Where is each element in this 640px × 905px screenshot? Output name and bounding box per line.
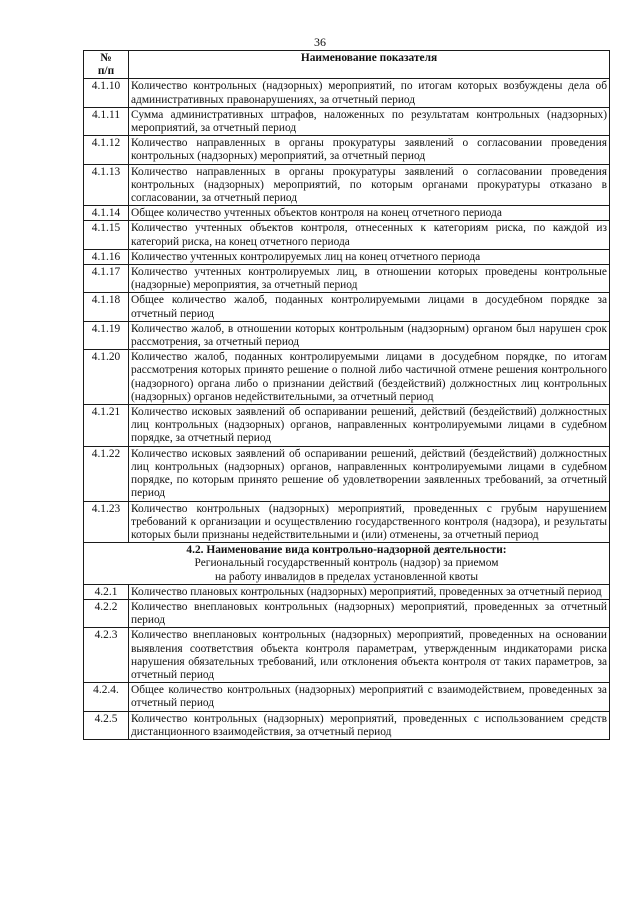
section-subtitle-line2: на работу инвалидов в пределах установленной квоты	[214, 570, 479, 583]
row-number: 4.1.14	[84, 206, 129, 221]
indicator-name: Количество контрольных (надзорных) мероприятий, проведенных с грубым нарушением требований к организации и осуществлению государственного контроля (надзора), и результаты которых были признаны недействительными и (или) отменены, за отчетный период	[129, 501, 610, 543]
indicator-name: Количество контрольных (надзорных) мероприятий, по итогам которых возбуждены дела об административных правонарушениях, за отчетный период	[129, 79, 610, 107]
row-number: 4.1.10	[84, 79, 129, 107]
indicator-name: Количество исковых заявлений об оспаривании решений, действий (бездействий) должностных лиц контрольных (надзорных) органов, направленных контролируемыми лицами в судебном порядке, по которым принято решение об удовлетворении заявленных требований, за отчетный период	[129, 446, 610, 501]
indicator-name: Сумма административных штрафов, наложенных по результатам контрольных (надзорных) мероприятий, за отчетный период	[129, 107, 610, 135]
number-header-line1: №	[100, 52, 112, 64]
table-body-part2	[84, 584, 610, 739]
section-title: 4.2. Наименование вида контрольно-надзорной деятельности:	[186, 544, 507, 557]
indicator-name: Общее количество жалоб, поданных контролируемыми лицами в досудебном порядке за отчетный период	[129, 293, 610, 321]
indicator-name: Количество учтенных контролируемых лиц, в отношении которых проведены контрольные (надзорные) мероприятия, за отчетный период	[129, 265, 610, 293]
table-row	[84, 683, 610, 711]
row-number: 4.1.15	[84, 221, 129, 249]
table-row	[84, 249, 610, 264]
indicator-name: Количество внеплановых контрольных (надзорных) мероприятий, проведенных за отчетный период	[129, 599, 610, 627]
row-number: 4.1.12	[84, 136, 129, 164]
row-number: 4.1.18	[84, 293, 129, 321]
indicator-name: Количество направленных в органы прокуратуры заявлений о согласовании проведения контрольных (надзорных) мероприятий, по которым органами прокуратуры отказано в согласовании, за отчетный период	[129, 164, 610, 206]
row-number: 4.1.16	[84, 249, 129, 264]
indicator-name: Общее количество контрольных (надзорных) мероприятий с взаимодействием, проведенных за отчетный период	[129, 683, 610, 711]
table-row	[84, 321, 610, 349]
row-number: 4.1.21	[84, 405, 129, 447]
section-block	[84, 543, 610, 585]
indicator-name: Общее количество учтенных объектов контроля на конец отчетного периода	[129, 206, 610, 221]
section-subtitle-line1: Региональный государственный контроль (надзор) за приемом	[194, 557, 499, 570]
table-row	[84, 293, 610, 321]
row-number: 4.2.3	[84, 628, 129, 683]
row-number: 4.1.11	[84, 107, 129, 135]
indicator-name: Количество контрольных (надзорных) мероприятий, проведенных с использованием средств дистанционного взаимодействия, за отчетный период	[129, 711, 610, 739]
table-row	[84, 446, 610, 501]
indicator-name: Количество учтенных объектов контроля, отнесенных к категориям риска, по каждой из категорий риска, на конец отчетного периода	[129, 221, 610, 249]
table-header-row	[84, 51, 610, 79]
table-row	[84, 136, 610, 164]
row-number: 4.1.23	[84, 501, 129, 543]
table-row	[84, 164, 610, 206]
indicator-name: Количество жалоб, поданных контролируемыми лицами в досудебном порядке, по итогам рассмотрения которых принято решение о полной либо частичной отмене решения контрольного (надзорного) органа либо о признании действий (бездействий) должностных лиц контрольных (надзорных) органов недействительными, за отчетный период	[129, 350, 610, 405]
table-row	[84, 265, 610, 293]
section-row	[84, 543, 610, 585]
table-row	[84, 501, 610, 543]
row-number: 4.2.2	[84, 599, 129, 627]
number-column-header	[84, 51, 129, 79]
section-cell	[84, 543, 610, 585]
row-number: 4.1.20	[84, 350, 129, 405]
table-row	[84, 711, 610, 739]
table-row	[84, 405, 610, 447]
table-body-part1	[84, 79, 610, 543]
indicator-name: Количество внеплановых контрольных (надзорных) мероприятий, проведенных на основании выявления соответствия объекта контроля параметрам, утвержденным индикаторами риска нарушения обязательных требований, или отклонения объекта контроля от таких параметров, за отчетный период	[129, 628, 610, 683]
table-row	[84, 107, 610, 135]
row-number: 4.2.4.	[84, 683, 129, 711]
indicator-name: Количество исковых заявлений об оспаривании решений, действий (бездействий) должностных лиц контрольных (надзорных) органов, направленных контролируемыми лицами в судебном порядке, за отчетный период	[129, 405, 610, 447]
table-row	[84, 628, 610, 683]
table-row	[84, 350, 610, 405]
page-number: 36	[314, 35, 326, 49]
indicator-name: Количество учтенных контролируемых лиц на конец отчетного периода	[129, 249, 610, 264]
indicator-name: Количество направленных в органы прокуратуры заявлений о согласовании проведения контрольных (надзорных) мероприятий, за отчетный период	[129, 136, 610, 164]
table-row	[84, 79, 610, 107]
table-row	[84, 584, 610, 599]
row-number: 4.2.1	[84, 584, 129, 599]
row-number: 4.1.17	[84, 265, 129, 293]
name-column-header: Наименование показателя	[129, 51, 610, 79]
indicators-table	[83, 50, 610, 740]
table-row	[84, 206, 610, 221]
row-number: 4.1.22	[84, 446, 129, 501]
number-header-line2: п/п	[97, 65, 115, 78]
row-number: 4.2.5	[84, 711, 129, 739]
row-number: 4.1.19	[84, 321, 129, 349]
table-row	[84, 221, 610, 249]
indicator-name: Количество плановых контрольных (надзорных) мероприятий, проведенных за отчетный период	[129, 584, 610, 599]
indicator-name: Количество жалоб, в отношении которых контрольным (надзорным) органом был нарушен срок рассмотрения, за отчетный период	[129, 321, 610, 349]
table-row	[84, 599, 610, 627]
row-number: 4.1.13	[84, 164, 129, 206]
